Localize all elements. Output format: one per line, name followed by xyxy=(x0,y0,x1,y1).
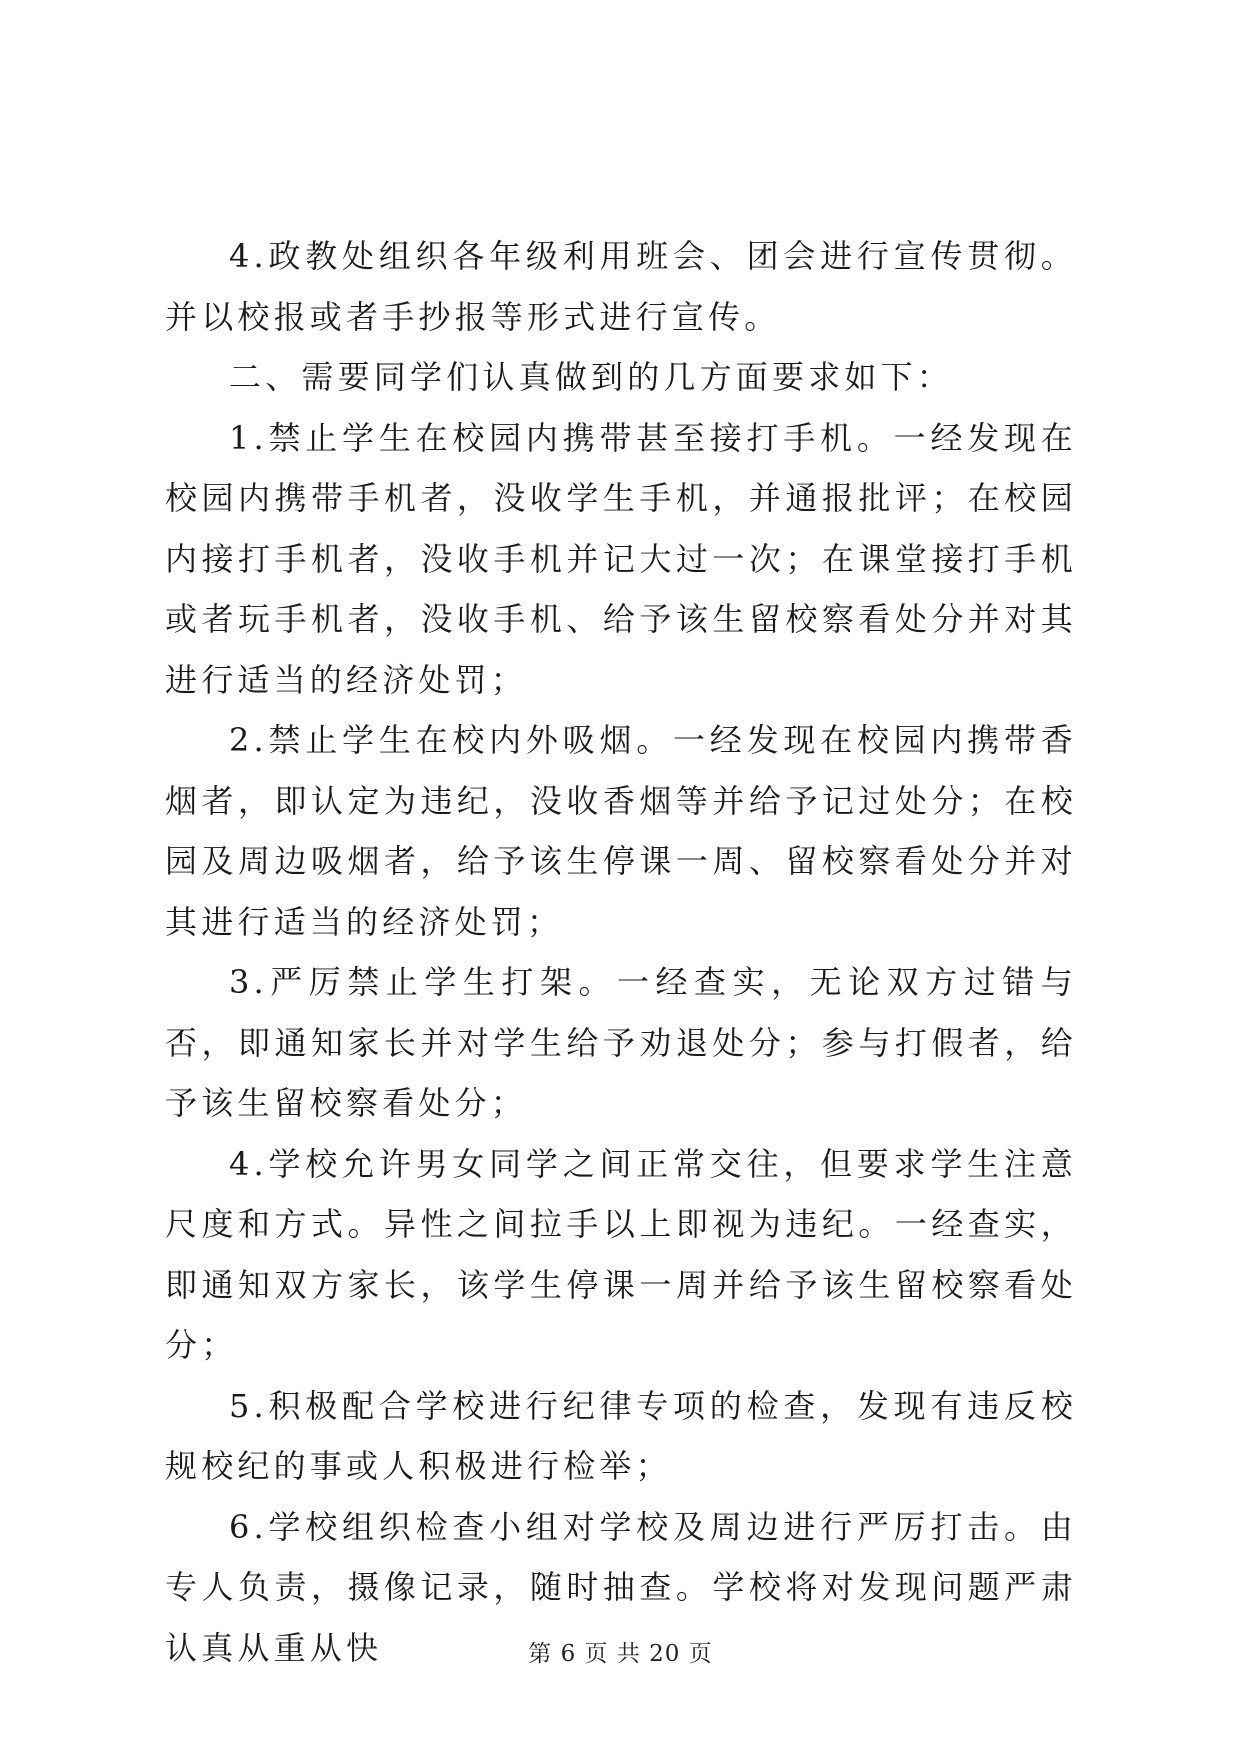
page-number-footer: 第 6 页 共 20 页 xyxy=(528,1641,713,1667)
section-heading-requirements: 二、需要同学们认真做到的几方面要求如下： xyxy=(229,358,954,396)
paragraph-item-4-publicity: 4.政教处组织各年级利用班会、团会进行宣传贯彻。并以校报或者手抄报等形式进行宣传。 xyxy=(165,237,1077,336)
rule-5-inspection: 5.积极配合学校进行纪律专项的检查，发现有违反校规校纪的事或人积极进行检举； xyxy=(165,1386,1077,1485)
rule-4-relationships: 4.学校允许男女同学之间正常交往，但要求学生注意尺度和方式。异性之间拉手以上即视为违纪。一经查实，即通知双方家长，该学生停课一周并给予该生留校察看处分； xyxy=(165,1144,1077,1364)
rule-6-inspection-team: 6.学校组织检查小组对学校及周边进行严厉打击。由专人负责，摄像记录，随时抽查。学校将对发现问题严肃认真从重从快 xyxy=(165,1507,1077,1667)
rule-2-smoking: 2.禁止学生在校内外吸烟。一经发现在校园内携带香烟者，即认定为违纪，没收香烟等并给予记过处分；在校园及周边吸烟者，给予该生停课一周、留校察看处分并对其进行适当的经济处罚； xyxy=(165,721,1077,941)
rule-3-fighting: 3.严厉禁止学生打架。一经查实，无论双方过错与否，即通知家长并对学生给予劝退处分；参与打假者，给予该生留校察看处分； xyxy=(165,963,1077,1122)
document-body xyxy=(165,226,1077,1678)
rule-1-mobile-phones: 1.禁止学生在校园内携带甚至接打手机。一经发现在校园内携带手机者，没收学生手机，并通报批评；在校园内接打手机者，没收手机并记大过一次；在课堂接打手机或者玩手机者，没收手机、给予该生留校察看处分并对其进行适当的经济处罚； xyxy=(165,418,1077,699)
